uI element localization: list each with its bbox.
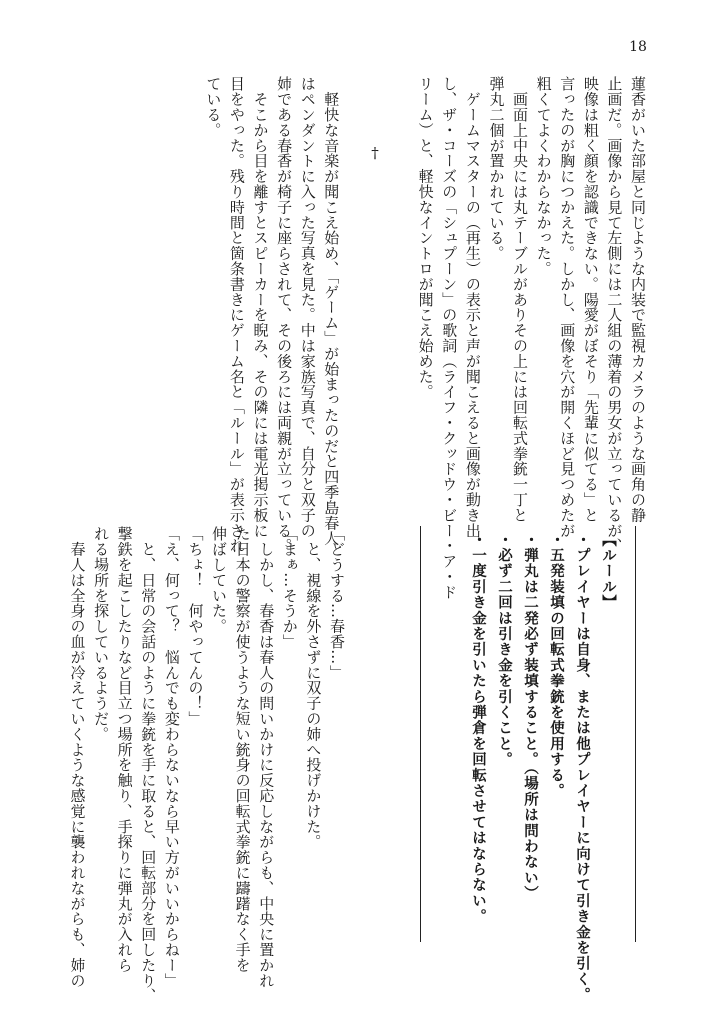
text-line: しかし、春香は春人の問いかけに反応しながらも、中央に置かれ	[257, 526, 276, 988]
text-line: れる場所を探しているようだ。	[92, 526, 111, 742]
text-line: 止画だ。画像から見て左側には二人組の薄着の男女が立っているが、	[605, 76, 624, 554]
text-line: 春人は全身の血が冷えていくような感覚に襲われながらも、姉の	[68, 526, 87, 988]
rule-item: ・一度引き金を引いたら弾倉を回転させてはならない。	[470, 532, 486, 925]
text-line: 撃鉄を起こしたりなど目立つ場所を触り、手探りに弾丸が入れら	[115, 526, 134, 973]
text-line: ている。	[204, 76, 223, 138]
text-line	[389, 76, 413, 496]
rule-item: ・必ず二回は引き金を引くこと。	[496, 532, 512, 768]
text-line: 弾丸二個が置かれている。	[487, 76, 506, 261]
text-line: 画面上中央には丸テーブルがありその上には回転式拳銃一丁と	[511, 76, 530, 523]
page-number: 18	[629, 39, 647, 55]
rule-item: ・弾丸は二発必ず装填すること。（場所は問わない）	[522, 532, 538, 902]
text-line: と、日常の会話のように拳銃を手に取ると、回転部分を回したり、	[139, 526, 158, 1004]
text-line: 「え、何って？ 悩んでも変わらないなら早い方がいいからねー」	[162, 526, 181, 988]
text-line: 姉である春香が椅子に座らされて、その後ろには両親が立っている。	[275, 76, 294, 554]
text-line	[342, 76, 366, 496]
text-line: はペンダントに入った写真を見た。中は家族写真で、自分と双子の	[298, 76, 317, 538]
rules-list	[465, 532, 621, 1003]
section-divider-dagger: †	[366, 144, 384, 162]
text-line: 言ったのが胸につかえた。しかし、画像を穴が開くほど見つめたが	[558, 76, 577, 538]
text-line: し、ザ・コーズの「シュプーン」の歌詞（ライフ・クッドウ・ビー・ア・ド	[440, 76, 459, 600]
text-line: 目をやった。残り時間と箇条書きにゲーム名と「ルール」が表示され	[227, 76, 246, 554]
rule-item: ・五発装填の回転式拳銃を使用する。	[548, 532, 564, 799]
text-line: 粗くてよくわからなかった。	[534, 76, 553, 277]
text-line: 映像は粗く顔を認識できない。陽愛がぼそり「先輩に似てる」と	[581, 76, 600, 523]
text-line: そこから目を離すとスピーカーを睨み、その隣には電光掲示板に	[251, 76, 270, 538]
text-line: た日本の警察が使うような短い銃身の回転式拳銃に躊躇なく手を	[233, 526, 252, 973]
text-line: 「ちょ！ 何やってんの！」	[186, 526, 205, 727]
text-line: 「まぁ…そうか」	[280, 526, 299, 650]
text-line: と、視線を外さずに双子の姉へ投げかけた。	[304, 526, 323, 850]
text-line: リーム）と、軽快なイントロが聞こえ始めた。	[416, 76, 435, 400]
text-line	[366, 76, 390, 496]
rules-title: 【ルール】	[600, 532, 616, 611]
text-line: 「どうする…春香…」	[328, 526, 346, 680]
text-line: 伸ばしていた。	[210, 526, 229, 634]
text-line: ゲームマスターの（再生）の表示と声が聞こえると画像が動き出	[463, 76, 482, 538]
rule-item: ・プレイヤーは自身、または他プレイヤーに向けて引き金を引く。	[574, 532, 590, 1003]
text-line: 蓮香がいた部屋と同じような内装で監視カメラのような画角の静	[629, 76, 647, 523]
lower-text-block	[65, 526, 348, 1004]
text-line: 軽快な音楽が聞こえ始め、「ゲーム」が始まったのだと四季島春人	[322, 76, 341, 546]
rules-box	[420, 526, 636, 1003]
